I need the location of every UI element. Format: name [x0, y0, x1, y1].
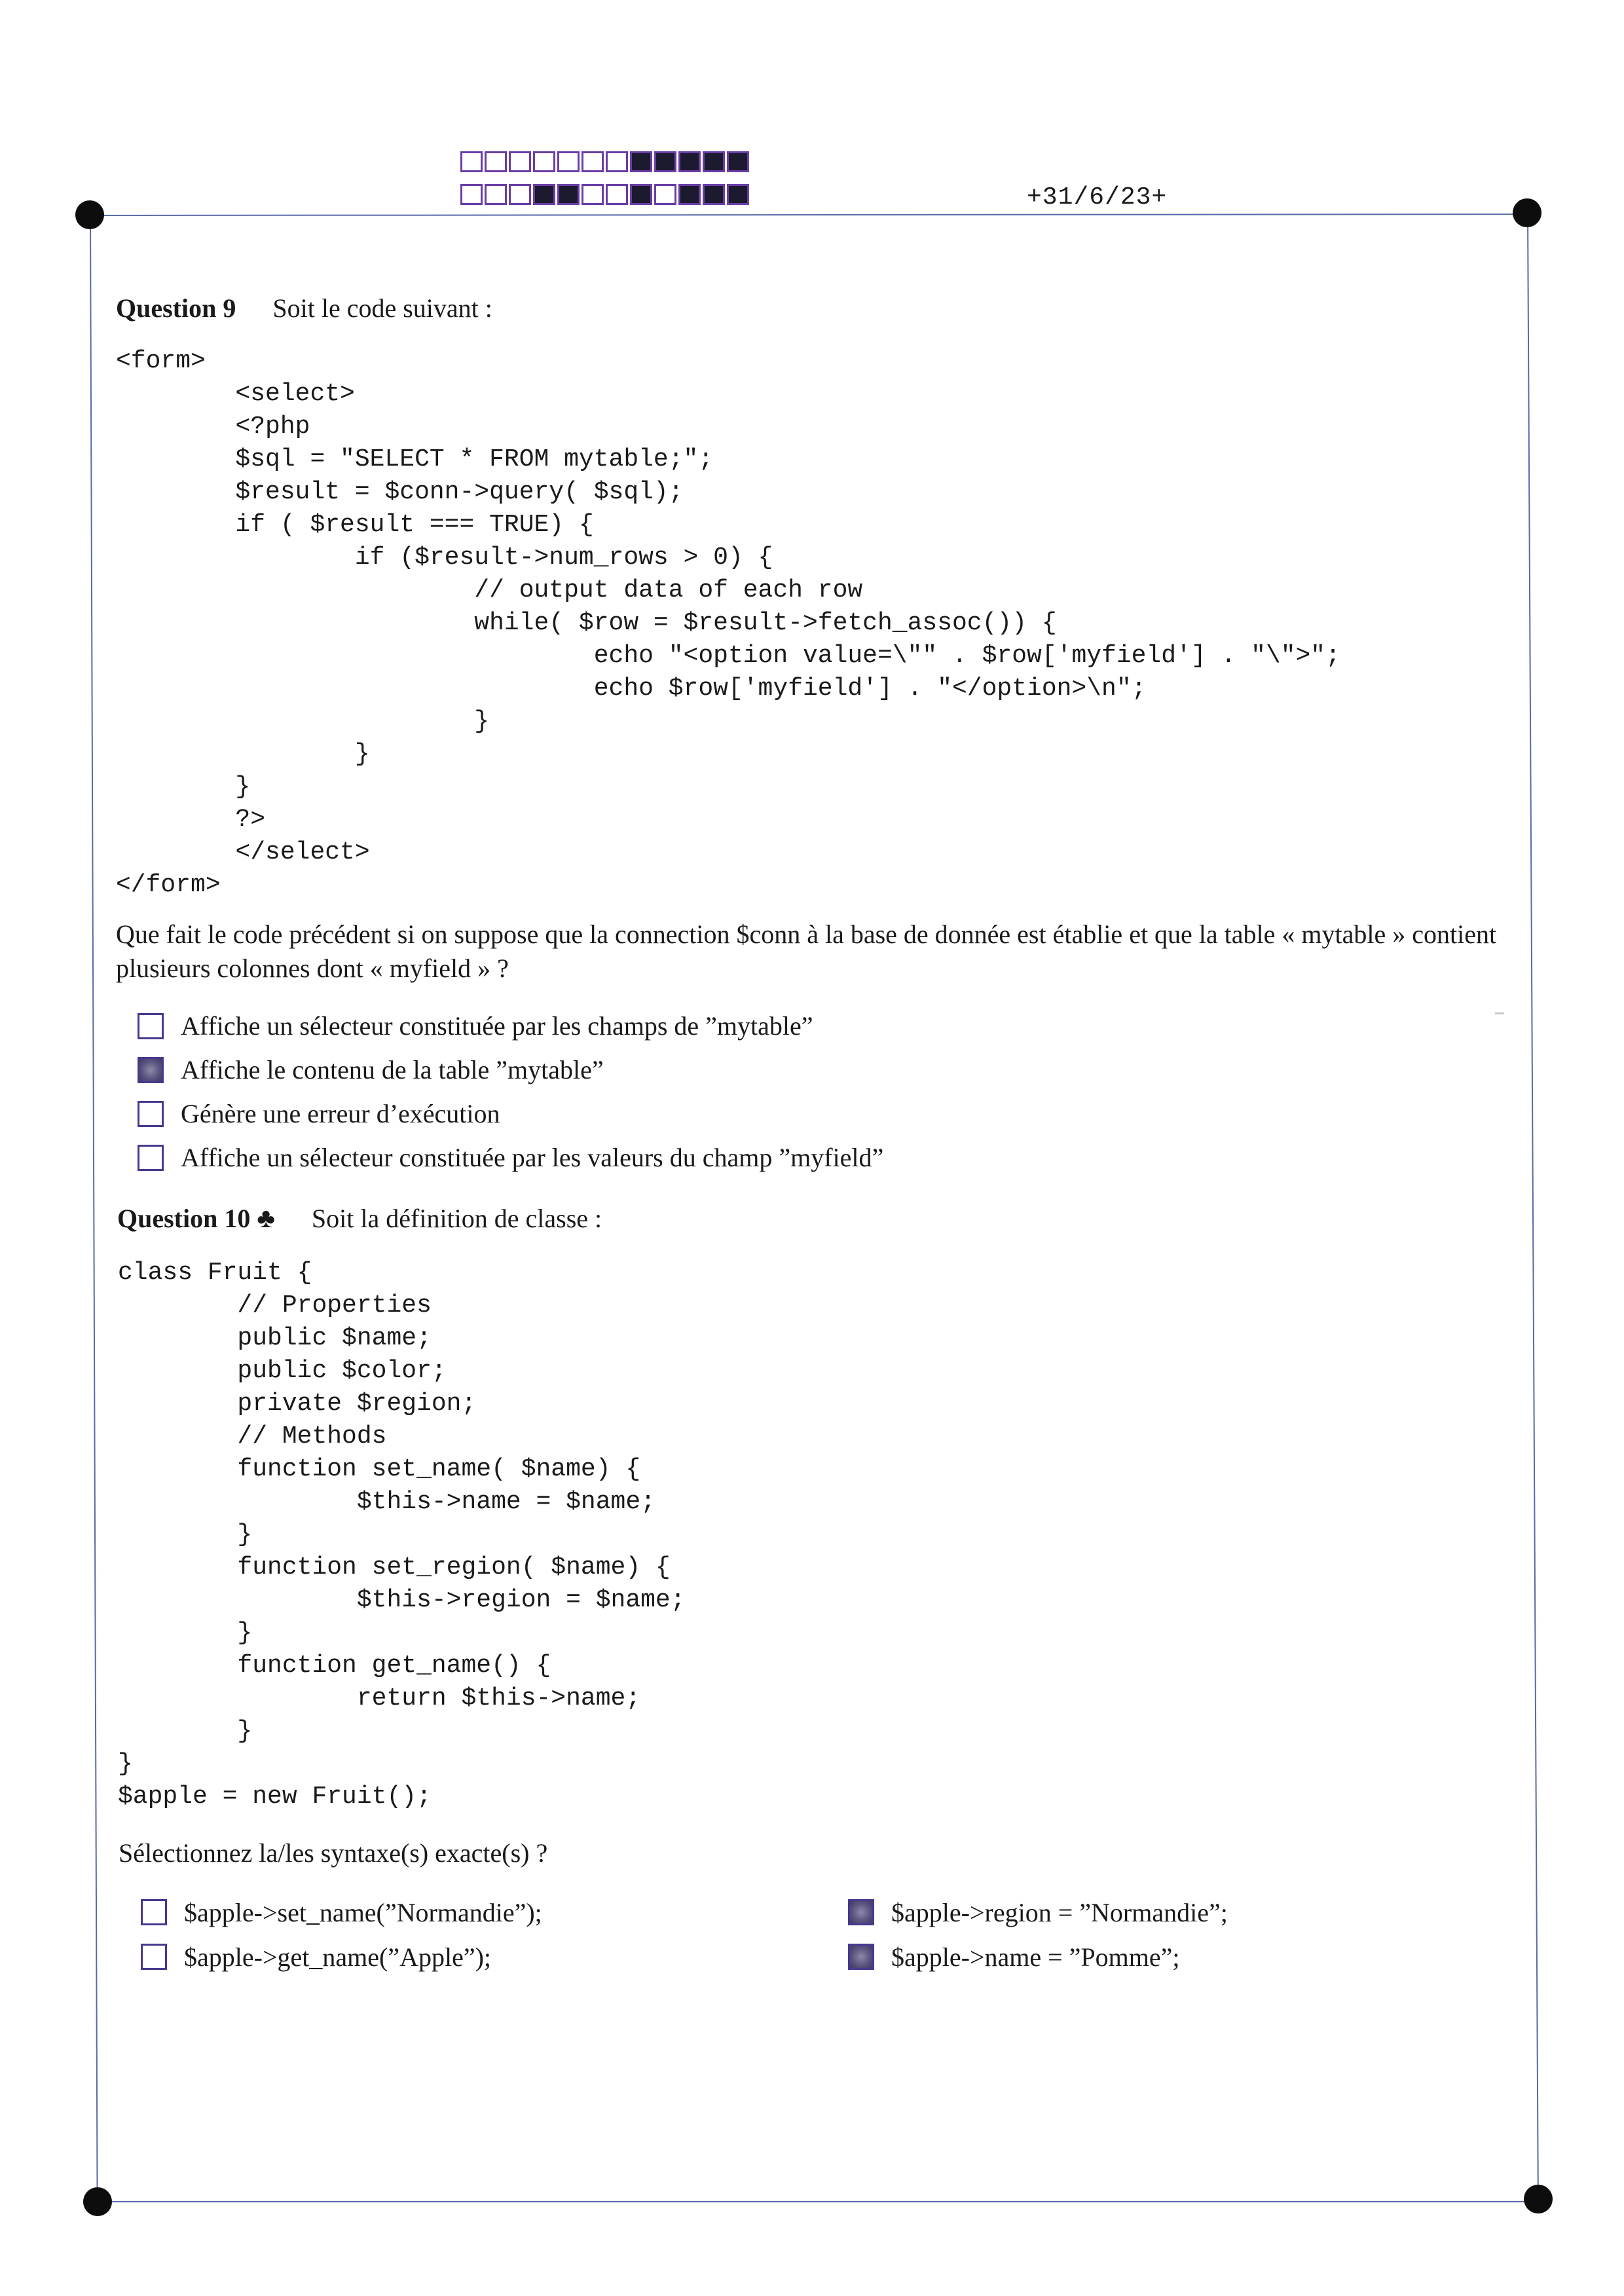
id-box	[703, 184, 725, 205]
id-box	[727, 184, 749, 205]
registration-mark-bottom-left	[83, 2187, 112, 2216]
id-box-row-1	[460, 151, 751, 172]
question-10-code: class Fruit { // Properties public $name; public $color; private $region; // Methods function set_name( $name) { $this->name = $name; } function set_region( $name) { $this->region = $name; } function get_name() { return $this->name; } } $apple = new Fruit();	[118, 1259, 686, 1811]
page-code: +31/6/23+	[1027, 183, 1168, 212]
q10-answer-2-label: $apple->region = ”Normandie”;	[891, 1897, 1228, 1927]
id-box	[485, 184, 507, 205]
q10-answer-3-checkbox[interactable]	[141, 1944, 167, 1970]
id-box	[678, 184, 701, 205]
q10-answer-3-label: $apple->get_name(”Apple”);	[184, 1942, 492, 1972]
question-9-text: Que fait le code précédent si on suppose que la connection $conn à la base de donnée est établie et que la table « mytable » contient plusieurs colonnes dont « myfield » ?	[116, 919, 1497, 983]
registration-mark-top-left	[75, 200, 104, 229]
q10-answer-1[interactable]	[141, 1897, 848, 1927]
id-box	[703, 151, 725, 172]
q9-answer-1[interactable]	[138, 1004, 883, 1048]
id-box	[606, 184, 628, 205]
question-10-label: Question 10	[117, 1204, 251, 1233]
q9-answer-4[interactable]	[138, 1136, 883, 1179]
id-box	[557, 184, 580, 205]
id-box	[678, 151, 701, 172]
question-9-prompt: Soit le code suivant :	[272, 293, 492, 323]
q9-answer-1-label: Affiche un sélecteur constituée par les champs de ”mytable”	[181, 1011, 813, 1041]
frame-top-line	[90, 213, 1527, 216]
id-box	[460, 151, 483, 172]
q10-answer-1-checkbox[interactable]	[141, 1899, 167, 1925]
id-box	[654, 151, 676, 172]
id-box	[630, 151, 652, 172]
frame-right-line	[1527, 213, 1539, 2200]
q9-answer-4-checkbox[interactable]	[138, 1145, 164, 1171]
frame-left-line	[90, 216, 98, 2202]
club-icon: ♣	[257, 1204, 275, 1234]
q10-answer-1-label: $apple->set_name(”Normandie”);	[184, 1897, 542, 1927]
q9-answer-3-checkbox[interactable]	[138, 1101, 164, 1127]
id-box	[581, 184, 604, 205]
question-10-heading	[117, 1203, 602, 1234]
q9-answer-4-label: Affiche un sélecteur constituée par les valeurs du champ ”myfield”	[181, 1143, 884, 1172]
id-box	[630, 184, 652, 205]
scan-smudge	[1495, 1012, 1504, 1014]
id-box	[509, 151, 531, 172]
q10-answer-2[interactable]	[848, 1897, 1306, 1927]
id-box	[460, 184, 483, 205]
q9-answer-2-label: Affiche le contenu de la table ”mytable”	[181, 1055, 604, 1084]
q10-answer-2-checkbox[interactable]	[848, 1899, 874, 1925]
registration-mark-top-right	[1513, 198, 1541, 227]
id-box	[727, 151, 749, 172]
q10-answer-4[interactable]	[848, 1942, 1306, 1972]
q9-answer-1-checkbox[interactable]	[138, 1013, 164, 1039]
frame-bottom-line	[98, 2201, 1538, 2202]
id-box-row-2	[460, 184, 751, 205]
question-10-prompt: Soit la définition de classe :	[311, 1204, 602, 1233]
id-box	[509, 184, 531, 205]
id-box	[557, 151, 580, 172]
id-box	[533, 184, 555, 205]
id-box	[581, 151, 604, 172]
q10-answer-4-label: $apple->name = ”Pomme”;	[891, 1942, 1180, 1972]
id-box	[606, 151, 628, 172]
question-9-code: <form> <select> <?php $sql = "SELECT * FROM mytable;"; $result = $conn->query( $sql); if ( $result === TRUE) { if ($result->num_rows > 0) { // output data of each row while( $row = $result->fetch_assoc()) { echo "<option value=\"" . $row['myfield'] . "\">"; echo $row['myfield'] . "</option>\n"; } } } ?> </select> </form>	[116, 347, 1340, 899]
id-box	[533, 151, 555, 172]
q10-answer-3[interactable]	[141, 1942, 848, 1972]
id-box	[654, 184, 676, 205]
id-box	[485, 151, 507, 172]
q10-answer-4-checkbox[interactable]	[848, 1944, 874, 1970]
question-9-heading	[116, 293, 492, 324]
question-10-answers	[141, 1897, 1306, 1972]
q9-answer-3-label: Génère une erreur d’exécution	[181, 1099, 500, 1128]
question-9-label: Question 9	[116, 293, 236, 323]
q9-answer-2-checkbox[interactable]	[138, 1057, 164, 1083]
question-10-text: Sélectionnez la/les syntaxe(s) exacte(s) ?	[119, 1838, 548, 1868]
q9-answer-2[interactable]	[138, 1048, 883, 1092]
question-9-answers	[138, 1004, 883, 1179]
q9-answer-3[interactable]	[138, 1092, 883, 1136]
registration-mark-bottom-right	[1524, 2185, 1553, 2213]
